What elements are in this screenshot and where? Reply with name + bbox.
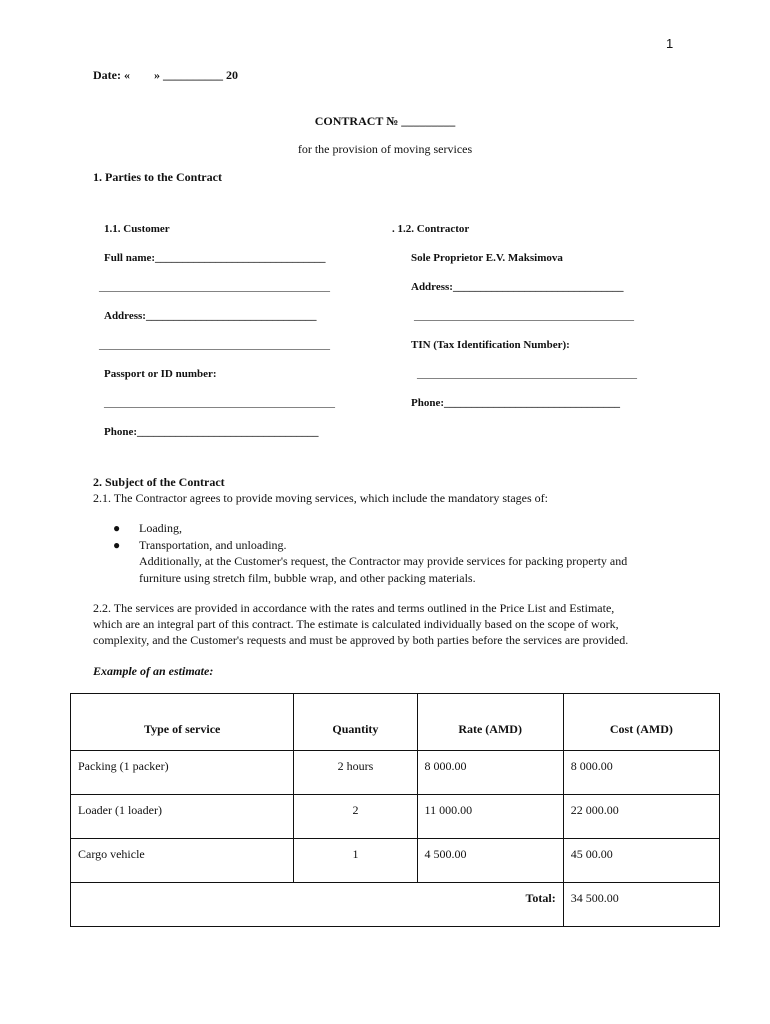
contractor-tin-field: TIN (Tax Identification Number): [411, 339, 570, 351]
estimate-table [70, 693, 720, 927]
customer-phone-field: Phone:_________________________________ [104, 426, 319, 438]
cell-cost: 45 00.00 [563, 839, 719, 883]
clause-2-2-line: 2.2. The services are provided in accordance with the rates and terms outlined in the Price List and Estimate, [93, 601, 615, 615]
list-item [93, 537, 627, 554]
list-item [93, 520, 627, 537]
contract-subtitle: for the provision of moving services [297, 142, 473, 156]
table-row [71, 751, 720, 795]
list-item-label: Loading, [139, 521, 182, 535]
contractor-blank-line: ________________________________________ [417, 368, 637, 380]
table-header-row [71, 694, 720, 751]
service-stages-list [93, 520, 627, 586]
total-label: Total: [71, 883, 564, 927]
cell-quantity: 2 hours [294, 751, 417, 795]
bullet-icon: ● [113, 537, 121, 552]
example-estimate-heading: Example of an estimate: [93, 664, 214, 678]
cell-rate: 4 500.00 [417, 839, 563, 883]
table-row [71, 839, 720, 883]
date-line: Date: « » __________ 20 [93, 68, 238, 82]
total-value: 34 500.00 [563, 883, 719, 927]
customer-full-name-field: Full name:_______________________________ [104, 252, 326, 264]
bullet-icon: ● [113, 521, 121, 535]
contractor-name: Sole Proprietor E.V. Maksimova [411, 252, 563, 264]
cell-type: Loader (1 loader) [71, 795, 294, 839]
clause-2-2-line: which are an integral part of this contract. The estimate is calculated individually based on the scope of work, [93, 617, 619, 631]
customer-blank-line: __________________________________________ [104, 397, 335, 409]
customer-heading: 1.1. Customer [104, 223, 170, 235]
section-1-heading: 1. Parties to the Contract [93, 170, 222, 184]
column-header-type: Type of service [71, 694, 294, 751]
clause-2-2-line: complexity, and the Customer's requests and must be approved by both parties before the services are provided. [93, 633, 629, 647]
cell-cost: 22 000.00 [563, 795, 719, 839]
customer-address-field: Address:_______________________________ [104, 310, 317, 322]
list-item-label: Transportation, and unloading. [139, 537, 287, 552]
customer-passport-field: Passport or ID number: [104, 368, 217, 380]
section-2-heading: 2. Subject of the Contract [93, 475, 225, 489]
additional-services-text: furniture using stretch film, bubble wrap, and other packing materials. [139, 570, 476, 585]
cell-quantity: 2 [294, 795, 417, 839]
additional-services-text: Additionally, at the Customer's request, the Contractor may provide services for packing property and [139, 554, 628, 568]
column-header-cost: Cost (AMD) [563, 694, 719, 751]
contractor-blank-line: ________________________________________ [414, 310, 634, 322]
customer-blank-line: __________________________________________ [99, 281, 330, 293]
clause-2-1: 2.1. The Contractor agrees to provide moving services, which include the mandatory stages of: [93, 491, 548, 505]
cell-cost: 8 000.00 [563, 751, 719, 795]
table-total-row [71, 883, 720, 927]
cell-rate: 11 000.00 [417, 795, 563, 839]
contractor-heading: . 1.2. Contractor [392, 223, 470, 235]
cell-type: Packing (1 packer) [71, 751, 294, 795]
cell-type: Cargo vehicle [71, 839, 294, 883]
cell-quantity: 1 [294, 839, 417, 883]
page-number: 1 [666, 36, 674, 51]
customer-blank-line: __________________________________________ [99, 339, 330, 351]
column-header-rate: Rate (AMD) [417, 694, 563, 751]
contractor-address-field: Address:_______________________________ [411, 281, 624, 293]
contract-title: CONTRACT № _________ [314, 114, 456, 128]
contractor-phone-field: Phone:________________________________ [411, 397, 620, 409]
table-row [71, 795, 720, 839]
additional-services-line [93, 553, 627, 570]
cell-rate: 8 000.00 [417, 751, 563, 795]
additional-services-line [93, 570, 627, 587]
column-header-quantity: Quantity [294, 694, 417, 751]
